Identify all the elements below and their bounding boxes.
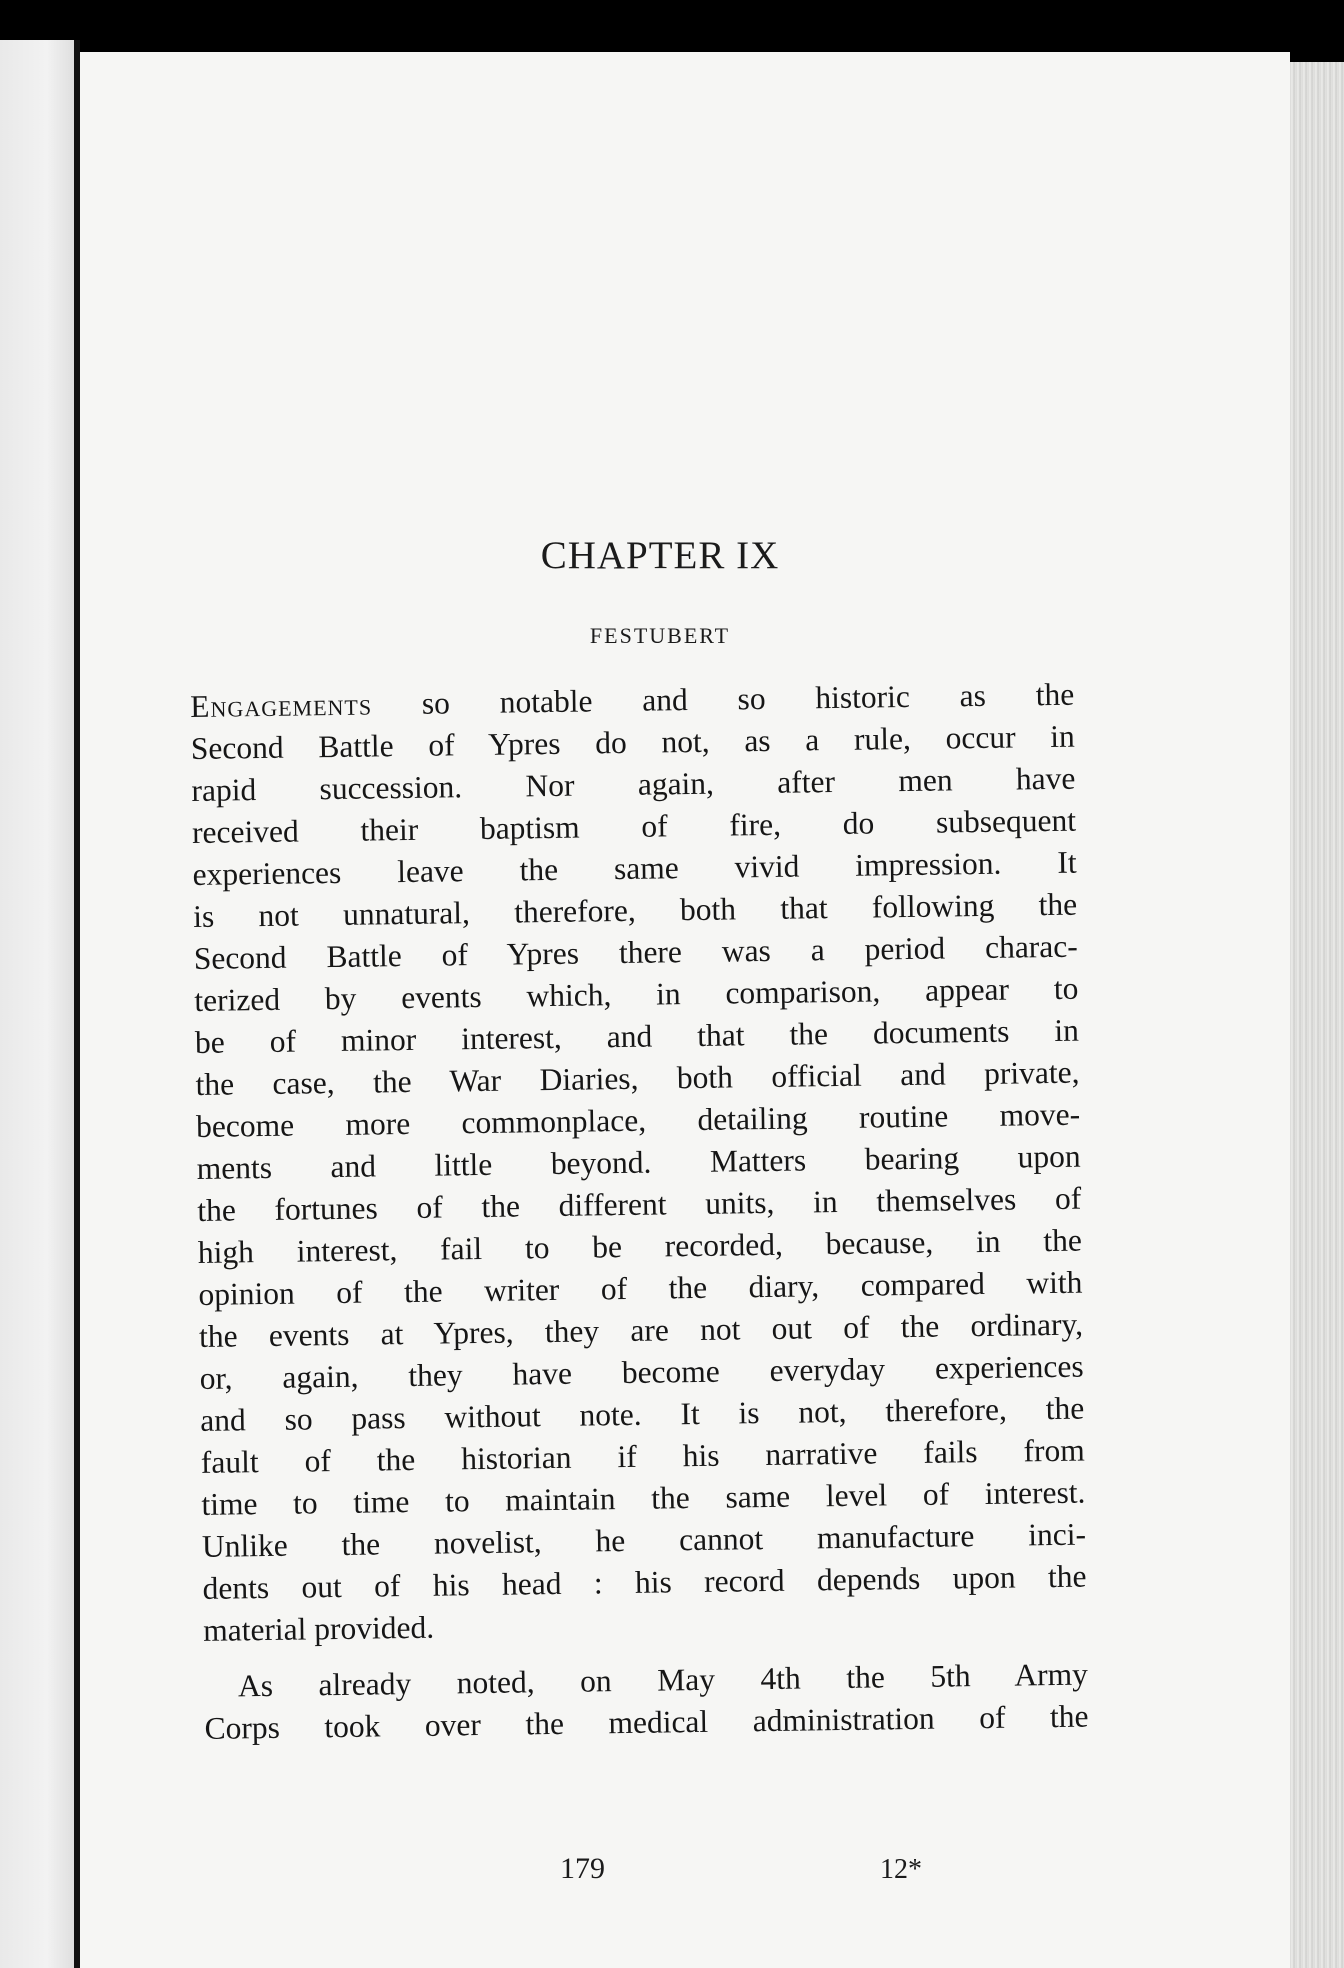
first-line-rest: so notable and so historic as the (371, 676, 1075, 722)
text-line: or, again, they have become everyday experiences (199, 1348, 1084, 1396)
text-line: the events at Ypres, they are not out of the ordinary, (198, 1306, 1084, 1354)
page-fore-edge (1290, 62, 1344, 1968)
text-line: terized by events which, in comparison, appear to (194, 970, 1079, 1018)
chapter-subtitle: FESTUBERT (589, 623, 731, 648)
text-line: experiences leave the same vivid impression. It (192, 844, 1077, 892)
text-line: is not unnatural, therefore, both that following the (192, 886, 1078, 934)
text-line: be of minor interest, and that the documents in (194, 1012, 1080, 1060)
lead-word: Engagements (190, 686, 373, 724)
text-line: become more commonplace, detailing routine move- (195, 1096, 1081, 1144)
text-line: As already noted, on May 4th the 5th Army (237, 1656, 1089, 1704)
text-line: material provided. (202, 1609, 435, 1648)
body-text (190, 674, 1089, 1764)
text-line: Second Battle of Ypres do not, as a rule, occur in (190, 718, 1076, 766)
text-line: opinion of the writer of the diary, compared with (198, 1264, 1083, 1312)
chapter-heading: CHAPTER IX (540, 534, 780, 577)
facing-page-edge (0, 40, 78, 1968)
text-line: time to time to maintain the same level of interest. (201, 1474, 1086, 1522)
text-line: Second Battle of Ypres there was a period charac- (193, 928, 1078, 976)
text-line: and so pass without note. It is not, therefore, the (200, 1390, 1085, 1438)
text-line: received their baptism of fire, do subsequent (191, 802, 1077, 850)
text-line: high interest, fail to be recorded, because, in the (197, 1222, 1083, 1270)
text-line: dents out of his head : his record depends upon the (202, 1558, 1087, 1606)
page-number: 179 (560, 1852, 605, 1885)
text-line: ments and little beyond. Matters bearing upon (196, 1138, 1081, 1186)
paragraph-1 (190, 674, 1087, 1652)
paragraph-2 (204, 1654, 1089, 1750)
text-line: the fortunes of the different units, in themselves of (197, 1180, 1082, 1228)
text-line: Unlike the novelist, he cannot manufacture inci- (201, 1516, 1087, 1564)
text-line: the case, the War Diaries, both official and private, (195, 1054, 1080, 1102)
text-line: Corps took over the medical administration of the (204, 1698, 1089, 1746)
text-line: fault of the historian if his narrative fails from (200, 1432, 1085, 1480)
signature-mark: 12* (880, 1854, 922, 1885)
text-line: rapid succession. Nor again, after men have (191, 760, 1076, 808)
